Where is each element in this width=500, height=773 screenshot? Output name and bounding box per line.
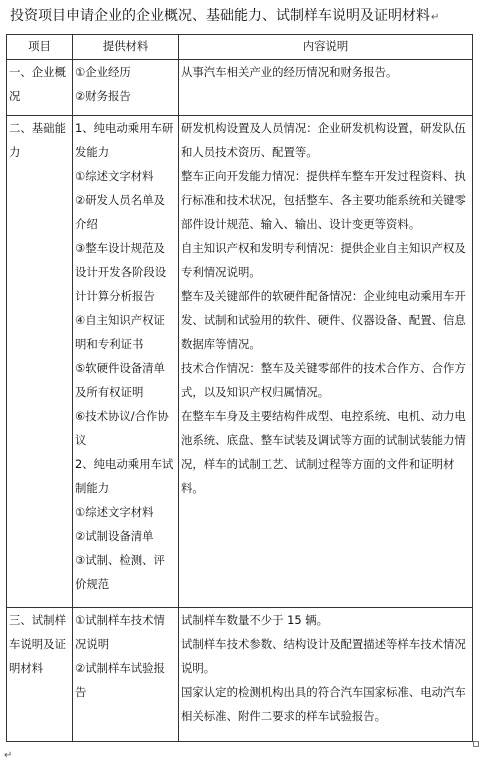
row-item-basic-capability: 二、基础能力 bbox=[7, 116, 73, 608]
row-description bbox=[179, 608, 473, 742]
header-materials: 提供材料 bbox=[73, 35, 179, 60]
requirements-table bbox=[6, 34, 473, 742]
description-item: 整车正向开发能力情况：提供样车整车开发过程资料、执行标准和技术状况，包括整车、各主要功能系统和关键零部件设计规范、输入、输出、设计变更等资料。 bbox=[181, 169, 466, 231]
material-item: ③整车设计规范及设计开发各阶段设计计算分析报告 bbox=[75, 241, 167, 303]
material-item: ③试制、检测、评价规范 bbox=[75, 553, 165, 591]
material-item: ①试制样车技术情况说明 bbox=[75, 613, 165, 651]
material-item: 1、纯电动乘用车研发能力 bbox=[75, 121, 174, 159]
description-item: 技术合作情况：整车及关键零部件的技术合作方、合作方式，以及知识产权归属情况。 bbox=[181, 361, 466, 399]
material-item: ①企业经历 bbox=[75, 65, 131, 79]
description-item: 试制样车数量不少于 15 辆。 bbox=[181, 613, 329, 627]
row-materials bbox=[73, 608, 179, 742]
description-item: 国家认定的检测机构出具的符合汽车国家标准、电动汽车相关标准、附件二要求的样车试验报告。 bbox=[181, 685, 466, 723]
material-item: 2、纯电动乘用车试制能力 bbox=[75, 457, 174, 495]
description-item: 从事汽车相关产业的经历情况和财务报告。 bbox=[181, 65, 398, 79]
header-description: 内容说明 bbox=[179, 35, 473, 60]
description-item: 自主知识产权和发明专利情况：提供企业自主知识产权及专利情况说明。 bbox=[181, 241, 466, 279]
row-materials bbox=[73, 116, 179, 608]
row-item-trial-vehicle: 三、试制样车说明及证明材料 bbox=[7, 608, 73, 742]
material-item: ②试制样车试验报告 bbox=[75, 661, 165, 699]
table-end-marker bbox=[473, 741, 479, 747]
table-row bbox=[7, 608, 473, 742]
material-item: ⑤软硬件设备清单及所有权证明 bbox=[75, 361, 165, 399]
document-title: 投资项目申请企业的企业概况、基础能力、试制样车说明及证明材料↵ bbox=[10, 8, 440, 24]
material-item: ②试制设备清单 bbox=[75, 529, 154, 543]
description-item: 在整车车身及主要结构件成型、电控系统、电机、动力电池系统、底盘、整车试装及调试等方面的试制试装能力情况，样车的试制工艺、试制过程等方面的文件和证明材料。 bbox=[181, 409, 466, 495]
material-item: ②研发人员名单及介绍 bbox=[75, 193, 165, 231]
material-item: ①综述文字材料 bbox=[75, 169, 154, 183]
material-item: ⑥技术协议/合作协议 bbox=[75, 409, 169, 447]
row-materials bbox=[73, 60, 179, 116]
description-item: 试制样车技术参数、结构设计及配置描述等样车技术情况说明。 bbox=[181, 637, 466, 675]
material-item: ①综述文字材料 bbox=[75, 505, 154, 519]
description-item: 整车及关键部件的软硬件配备情况：企业纯电动乘用车开发、试制和试验用的软件、硬件、仪器设备、配置、信息数据库等情况。 bbox=[181, 289, 466, 351]
material-item: ②财务报告 bbox=[75, 89, 131, 103]
row-item-company-overview: 一、企业概况 bbox=[7, 60, 73, 116]
description-item: 研发机构设置及人员情况：企业研发机构设置，研发队伍和人员技术资历、配置等。 bbox=[181, 121, 466, 159]
row-description bbox=[179, 60, 473, 116]
header-item: 项目 bbox=[7, 35, 73, 60]
table-row bbox=[7, 116, 473, 608]
table-header-row bbox=[7, 35, 473, 60]
material-item: ④自主知识产权证明和专利证书 bbox=[75, 313, 165, 351]
paragraph-mark: ↵ bbox=[431, 12, 440, 23]
trailing-paragraph-mark: ↵ bbox=[4, 750, 13, 761]
table-row bbox=[7, 60, 473, 116]
row-description bbox=[179, 116, 473, 608]
